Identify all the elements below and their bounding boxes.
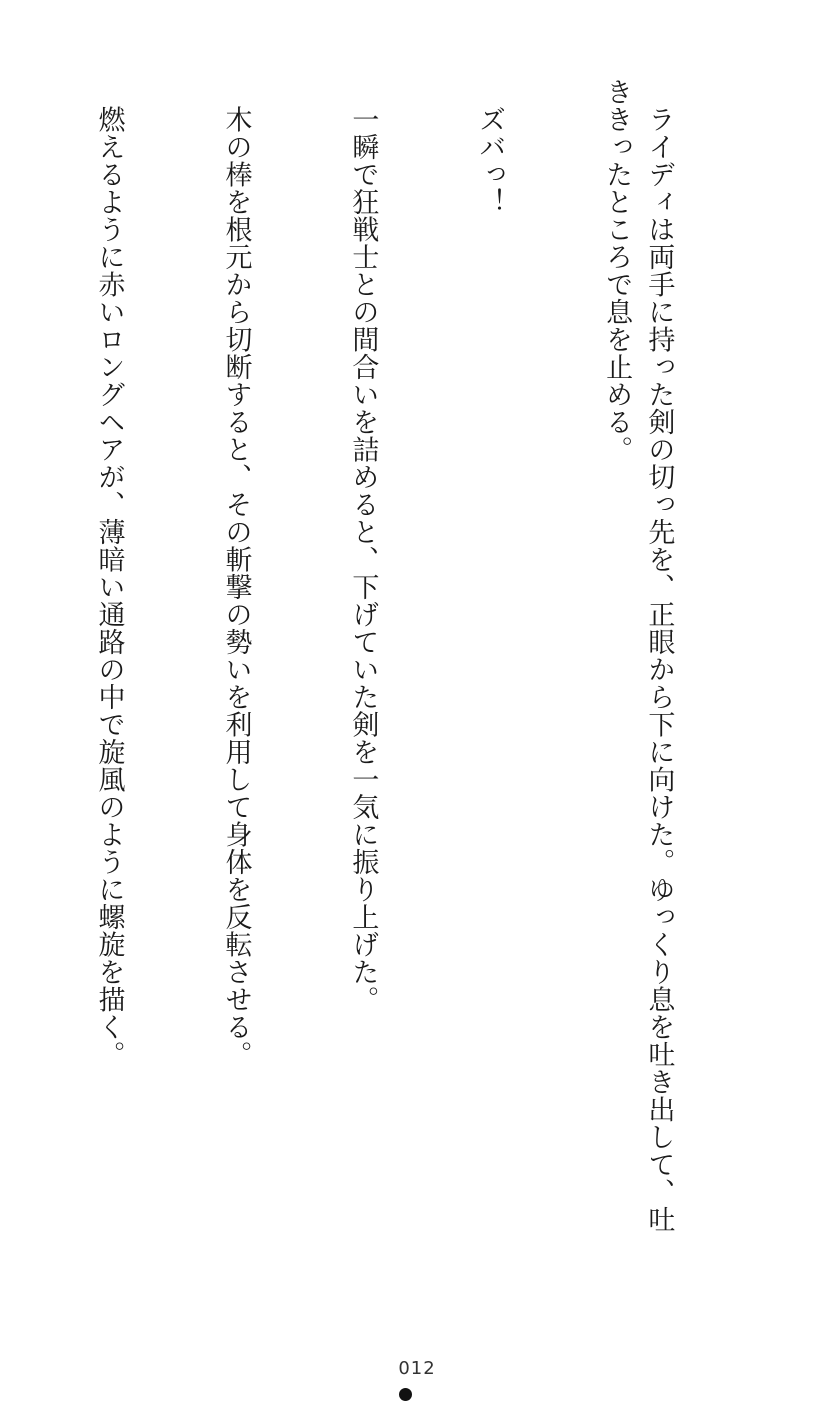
paragraph: 一瞬で狂戦士との間合いを詰めると、下げていた剣を一気に振り上げた。 — [347, 78, 379, 1013]
paragraph: 燃えるように赤いロングヘアが、薄暗い通路の中で旋風のように螺旋を描く。 — [93, 78, 125, 1068]
page-marker-dot-icon — [399, 1388, 412, 1401]
page-number: 012 — [398, 1358, 436, 1379]
paragraph: ズバっ！ — [474, 78, 506, 216]
vertical-text-body — [44, 78, 764, 1253]
paragraph: 木の棒を根元から切断すると、その斬撃の勢いを利用して身体を反転させる。 — [220, 78, 252, 1068]
paragraph: ライディは両手に持った剣の切っ先を、正眼から下に向けた。ゆっくり息を吐き出して、吐ききったところで息を止める。 — [601, 78, 675, 1233]
